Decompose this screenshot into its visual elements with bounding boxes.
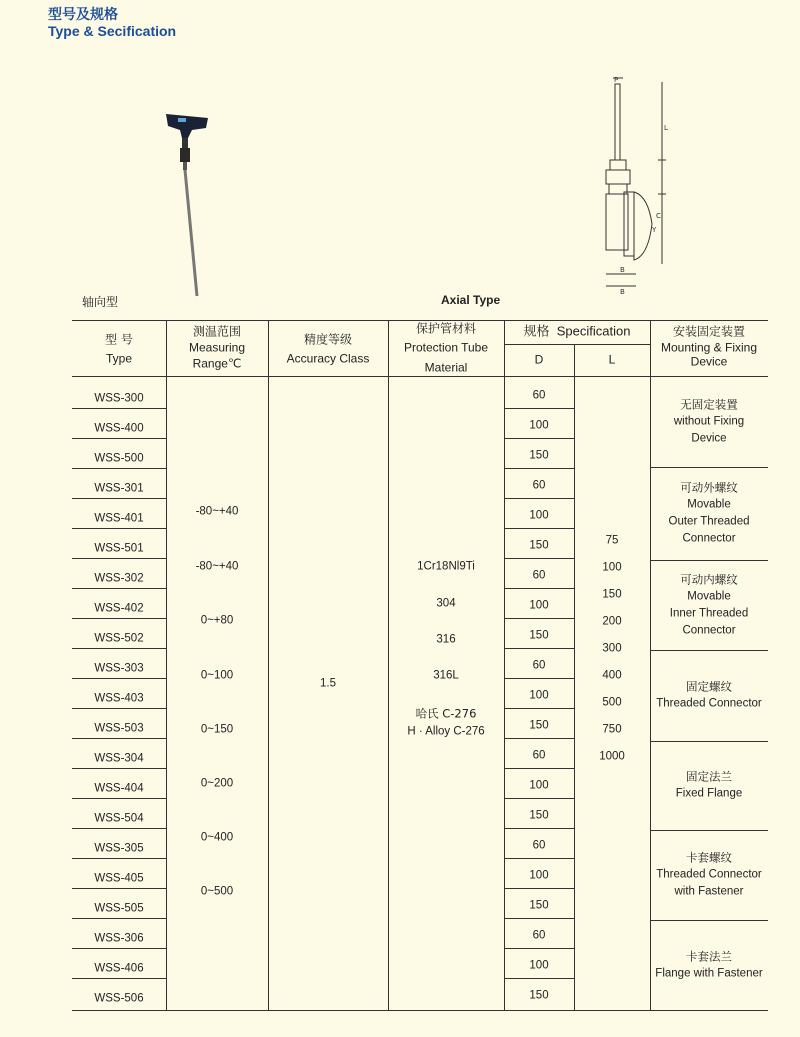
material-cell: 316L: [433, 669, 459, 682]
mount-cn: 可动内螺纹: [680, 572, 738, 587]
header-material-en1: Protection Tube: [403, 340, 489, 355]
type-cell: WSS-502: [94, 632, 144, 645]
header-type-cn: 型 号: [105, 332, 133, 347]
mount-cn: 可动外螺纹: [680, 480, 738, 495]
dim-b1: B: [620, 266, 625, 274]
d-cell: 150: [529, 719, 549, 732]
d-cell: 100: [529, 779, 549, 792]
type-cell: WSS-402: [94, 602, 144, 615]
mount-cn: 卡套螺纹: [686, 850, 732, 865]
mount-en: Connector: [682, 624, 736, 637]
range-cell: 0~+80: [200, 614, 234, 627]
type-cell: WSS-406: [94, 962, 144, 975]
dim-b2: B: [620, 288, 625, 296]
d-cell: 100: [529, 869, 549, 882]
material-cell: H · Alloy C-276: [407, 725, 485, 738]
mount-en: Threaded Connector: [656, 697, 762, 710]
mount-cn: 固定法兰: [686, 769, 732, 784]
type-cell: WSS-403: [94, 692, 144, 705]
d-cell: 60: [532, 569, 546, 582]
material-cell: 316: [436, 633, 456, 646]
d-cell: 100: [529, 599, 549, 612]
accuracy-value: 1.5: [320, 677, 336, 690]
header-accuracy-en: Accuracy Class: [286, 351, 370, 366]
d-cell: 150: [529, 539, 549, 552]
header-range-en1: Measuring: [188, 340, 246, 355]
d-cell: 60: [532, 659, 546, 672]
header-spec-d: D: [534, 352, 544, 367]
type-cell: WSS-305: [94, 842, 144, 855]
d-cell: 60: [532, 389, 546, 402]
type-cell: WSS-500: [94, 452, 144, 465]
header-accuracy-cn: 精度等级: [303, 332, 353, 347]
range-cell: -80~+40: [195, 505, 239, 518]
page-title-en: Type & Secification: [48, 23, 177, 39]
material-cell: 304: [436, 597, 456, 610]
mount-en: without Fixing: [673, 415, 745, 428]
d-cell: 150: [529, 449, 549, 462]
l-cell: 500: [602, 696, 622, 709]
l-cell: 1000: [599, 750, 625, 763]
spec-table: [72, 320, 768, 1011]
range-cell: -80~+40: [195, 560, 239, 573]
d-cell: 60: [532, 749, 546, 762]
l-cell: 75: [605, 534, 619, 547]
material-cell: 哈氏 C-276: [415, 706, 477, 721]
mount-cn: 固定螺纹: [686, 679, 732, 694]
l-cell: 750: [602, 723, 622, 736]
mount-en: Flange with Fastener: [655, 967, 763, 980]
dim-c: C: [656, 212, 661, 220]
header-spec-l: L: [608, 352, 616, 367]
section-label-en: Axial Type: [441, 293, 501, 307]
type-cell: WSS-503: [94, 722, 144, 735]
type-cell: WSS-401: [94, 512, 144, 525]
type-cell: WSS-304: [94, 752, 144, 765]
mount-en: Movable: [687, 590, 731, 603]
type-cell: WSS-306: [94, 932, 144, 945]
d-cell: 60: [532, 929, 546, 942]
header-mount-en2: Device: [690, 354, 728, 369]
mount-cn: 无固定装置: [680, 397, 738, 412]
dim-y: Y: [652, 226, 657, 234]
type-cell: WSS-400: [94, 422, 144, 435]
type-cell: WSS-302: [94, 572, 144, 585]
type-cell: WSS-405: [94, 872, 144, 885]
type-cell: WSS-300: [94, 392, 144, 405]
d-cell: 150: [529, 899, 549, 912]
d-cell: 150: [529, 629, 549, 642]
mount-en: Connector: [682, 532, 736, 545]
mount-en: with Fastener: [674, 885, 744, 898]
mount-en: Movable: [687, 498, 731, 511]
type-cell: WSS-404: [94, 782, 144, 795]
d-cell: 100: [529, 959, 549, 972]
section-label-cn: 轴向型: [82, 295, 119, 309]
dim-p: P: [614, 76, 619, 84]
l-cell: 100: [602, 561, 622, 574]
range-cell: 0~150: [200, 723, 234, 736]
material-cell: 1Cr18Nl9Ti: [417, 560, 475, 573]
type-cell: WSS-501: [94, 542, 144, 555]
d-cell: 60: [532, 839, 546, 852]
d-cell: 100: [529, 509, 549, 522]
mount-en: Fixed Flange: [675, 787, 743, 800]
header-material-cn: 保护管材料: [415, 321, 477, 336]
header-type-en: Type: [105, 351, 133, 366]
mount-en: Threaded Connector: [656, 868, 762, 881]
l-cell: 200: [602, 615, 622, 628]
d-cell: 150: [529, 989, 549, 1002]
header-spec-en: Specification: [556, 323, 631, 339]
type-cell: WSS-301: [94, 482, 144, 495]
d-cell: 100: [529, 689, 549, 702]
table-grid: [72, 320, 768, 1011]
l-cell: 300: [602, 642, 622, 655]
mount-en: Device: [691, 432, 727, 445]
l-cell: 400: [602, 669, 622, 682]
type-cell: WSS-303: [94, 662, 144, 675]
d-cell: 150: [529, 809, 549, 822]
range-cell: 0~100: [200, 669, 234, 682]
dimension-drawing: [596, 74, 676, 300]
type-cell: WSS-505: [94, 902, 144, 915]
type-cell: WSS-504: [94, 812, 144, 825]
range-cell: 0~400: [200, 831, 234, 844]
d-cell: 60: [532, 479, 546, 492]
header-spec-cn: 规格: [523, 324, 550, 340]
range-cell: 0~500: [200, 885, 234, 898]
dim-l: L: [664, 124, 668, 132]
header-spec: [524, 322, 631, 341]
l-cell: 150: [602, 588, 622, 601]
product-photo: [160, 108, 230, 304]
page-title-cn: 型号及规格: [48, 7, 118, 23]
mount-cn: 卡套法兰: [686, 949, 732, 964]
header-mount-en1: Mounting & Fixing: [660, 340, 758, 355]
mount-en: Outer Threaded: [668, 515, 750, 528]
range-cell: 0~200: [200, 777, 234, 790]
header-range-en2: Range℃: [192, 356, 242, 371]
header-material-en2: Material: [424, 360, 468, 375]
d-cell: 100: [529, 419, 549, 432]
header-range-cn: 测温范围: [192, 324, 242, 339]
type-cell: WSS-506: [94, 992, 144, 1005]
header-mount-cn: 安装固定装置: [672, 324, 746, 339]
mount-en: Inner Threaded: [669, 607, 749, 620]
